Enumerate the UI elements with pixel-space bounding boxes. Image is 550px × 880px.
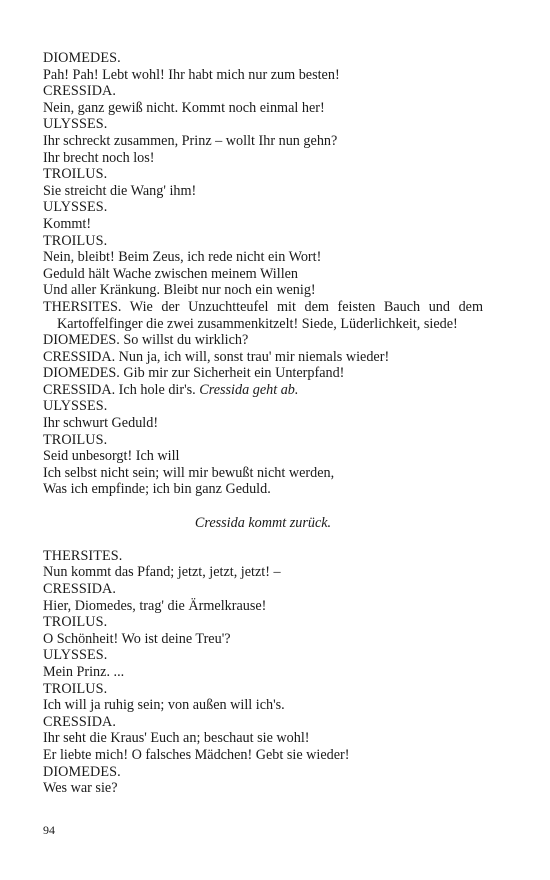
verse-line: Nun kommt das Pfand; jetzt, jetzt, jetzt! – (43, 564, 281, 581)
spacer (43, 498, 483, 515)
speaker-ulysses: ULYSSES. (43, 647, 108, 664)
verse-line: Geduld hält Wache zwischen meinem Willen (43, 265, 299, 282)
dialogue-text: CRESSIDA. Ich hole dir's. (43, 381, 200, 398)
verse-line: Ich selbst nicht sein; will mir bewußt nicht werden, (43, 464, 335, 481)
speaker-cressida: CRESSIDA. (43, 581, 117, 597)
speaker-diomedes: DIOMEDES. (43, 763, 121, 780)
speaker-thersites: THERSITES. (43, 547, 123, 564)
page-number: 94 (43, 823, 55, 837)
verse-line: Pah! Pah! Lebt wohl! Ihr habt mich nur zum besten! (43, 66, 340, 83)
spacer (43, 531, 483, 548)
verse-line: Mein Prinz. ... (43, 663, 125, 680)
verse-line: Und aller Kränkung. Bleibt nur noch ein wenig! (43, 282, 316, 299)
speaker-troilus: TROILUS. (43, 680, 108, 697)
verse-line: Ihr seht die Kraus' Euch an; beschaut sie wohl! (43, 730, 310, 747)
book-page-text (43, 50, 483, 797)
verse-line: Nein, bleibt! Beim Zeus, ich rede nicht ein Wort! (43, 249, 322, 266)
verse-line: Nein, ganz gewiß nicht. Kommt noch einmal her! (43, 99, 325, 116)
speaker-ulysses: ULYSSES. (43, 116, 108, 133)
dialogue-line-cressida (43, 382, 483, 399)
speaker-troilus: TROILUS. (43, 614, 108, 631)
speaker-troilus: TROILUS. (43, 166, 108, 183)
verse-line: Wes war sie? (43, 780, 118, 797)
speaker-troilus: TROILUS. (43, 232, 108, 249)
verse-line: Ihr schreckt zusammen, Prinz – wollt Ihr nun gehn? (43, 132, 338, 149)
dialogue-line-cressida: CRESSIDA. Nun ja, ich will, sonst trau' mir niemals wieder! (43, 348, 390, 365)
verse-line: Ihr brecht noch los! (43, 149, 155, 166)
verse-line: O Schönheit! Wo ist deine Treu'? (43, 630, 231, 647)
dialogue-line-diomedes: DIOMEDES. So willst du wirklich? (43, 332, 249, 349)
prose-line-continuation: Kartoffelfinger die zwei zusammenkitzelt! Siede, Lüderlichkeit, siede! (57, 315, 458, 332)
verse-line: Sie streicht die Wang' ihm! (43, 182, 197, 199)
verse-line: Ich will ja ruhig sein; von außen will ich's. (43, 697, 285, 714)
prose-line-thersites: THERSITES. Wie der Unzuchtteufel mit dem feisten Bauch und dem (43, 298, 483, 315)
speaker-ulysses: ULYSSES. (43, 199, 108, 216)
verse-line: Was ich empfinde; ich bin ganz Geduld. (43, 481, 271, 498)
verse-line: Seid unbesorgt! Ich will (43, 448, 180, 465)
verse-line: Ihr schwurt Geduld! (43, 415, 159, 432)
speaker-ulysses: ULYSSES. (43, 398, 108, 415)
verse-line: Kommt! (43, 215, 92, 232)
stage-direction: Cressida kommt zurück. (194, 514, 332, 531)
speaker-diomedes: DIOMEDES. (43, 50, 121, 66)
speaker-cressida: CRESSIDA. (43, 83, 117, 100)
stage-direction-inline: Cressida geht ab. (199, 381, 299, 398)
dialogue-line-diomedes: DIOMEDES. Gib mir zur Sicherheit ein Unterpfand! (43, 365, 345, 382)
verse-line: Hier, Diomedes, trag' die Ärmelkrause! (43, 597, 267, 614)
verse-line: Er liebte mich! O falsches Mädchen! Gebt sie wieder! (43, 746, 350, 763)
speaker-cressida: CRESSIDA. (43, 713, 117, 730)
speaker-troilus: TROILUS. (43, 431, 108, 448)
